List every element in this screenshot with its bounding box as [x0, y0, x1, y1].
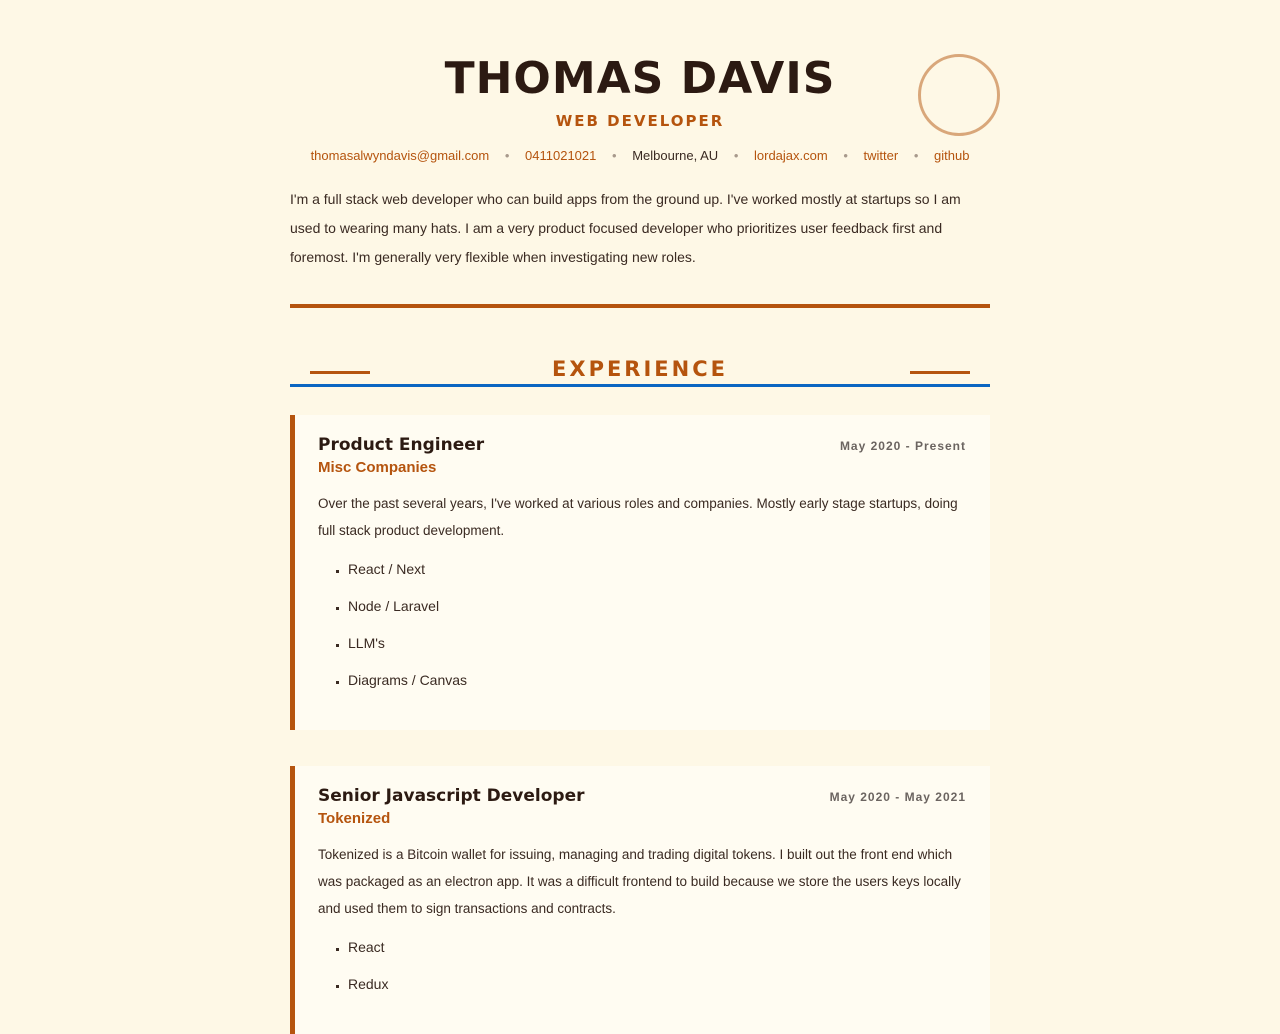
job-role: Product Engineer	[318, 435, 485, 455]
twitter-link[interactable]: twitter	[863, 148, 899, 163]
separator-dot: •	[733, 148, 739, 163]
header-divider	[290, 304, 990, 308]
phone-link[interactable]: 0411021021	[525, 148, 597, 163]
job-company: Misc Companies	[318, 459, 437, 476]
highlight-item: ▪ React	[348, 936, 966, 958]
highlight-item: ▪ React / Next	[348, 558, 966, 580]
avatar	[918, 54, 1000, 136]
job-dates: May 2020 - Present	[839, 439, 966, 453]
job-highlights	[318, 936, 966, 995]
experience-section-heading	[290, 354, 990, 387]
separator-dot: •	[612, 148, 617, 163]
heading-decor-left	[310, 371, 370, 374]
separator-dot: •	[843, 148, 848, 163]
job-entry	[290, 415, 990, 730]
location-text: Melbourne, AU	[632, 148, 719, 163]
job-title: WEB DEVELOPER	[555, 112, 725, 130]
job-description: Tokenized is a Bitcoin wallet for issuing, managing and trading digital tokens. I built out the front end which was packaged as an electron app. It was a difficult frontend to build because we store the users keys locally and used them to sign transactions and contracts.	[318, 847, 961, 916]
resume-header	[290, 54, 990, 163]
summary-paragraph: I'm a full stack web developer who can build apps from the ground up. I've worked mostly at startups so I am used to wearing many hats. I am a very product focused developer who prioritizes user feedback first and foremost. I'm generally very flexible when investigating new roles.	[290, 191, 961, 265]
heading-decor-right	[910, 371, 970, 374]
contact-list	[290, 148, 990, 163]
job-role: Senior Javascript Developer	[318, 786, 585, 806]
highlight-item: ▪ Diagrams / Canvas	[348, 669, 966, 691]
website-link[interactable]: lordajax.com	[754, 148, 828, 163]
highlight-item: ▪ LLM's	[348, 632, 966, 654]
job-company: Tokenized	[318, 810, 391, 827]
job-description: Over the past several years, I've worked at various roles and companies. Mostly early stage startups, doing full stack product development.	[318, 496, 958, 538]
separator-dot: •	[504, 148, 510, 163]
job-entry	[290, 766, 990, 1034]
person-name: THOMAS DAVIS	[444, 53, 836, 104]
job-dates: May 2020 - May 2021	[829, 790, 966, 804]
highlight-item: ▪ Redux	[348, 973, 966, 995]
separator-dot: •	[913, 148, 919, 163]
job-highlights	[318, 558, 966, 691]
email-link[interactable]: thomasalwyndavis@gmail.com	[310, 148, 490, 163]
section-title: EXPERIENCE	[552, 357, 728, 381]
resume-page	[290, 0, 990, 1034]
github-link[interactable]: github	[934, 148, 970, 163]
highlight-item: ▪ Node / Laravel	[348, 595, 966, 617]
